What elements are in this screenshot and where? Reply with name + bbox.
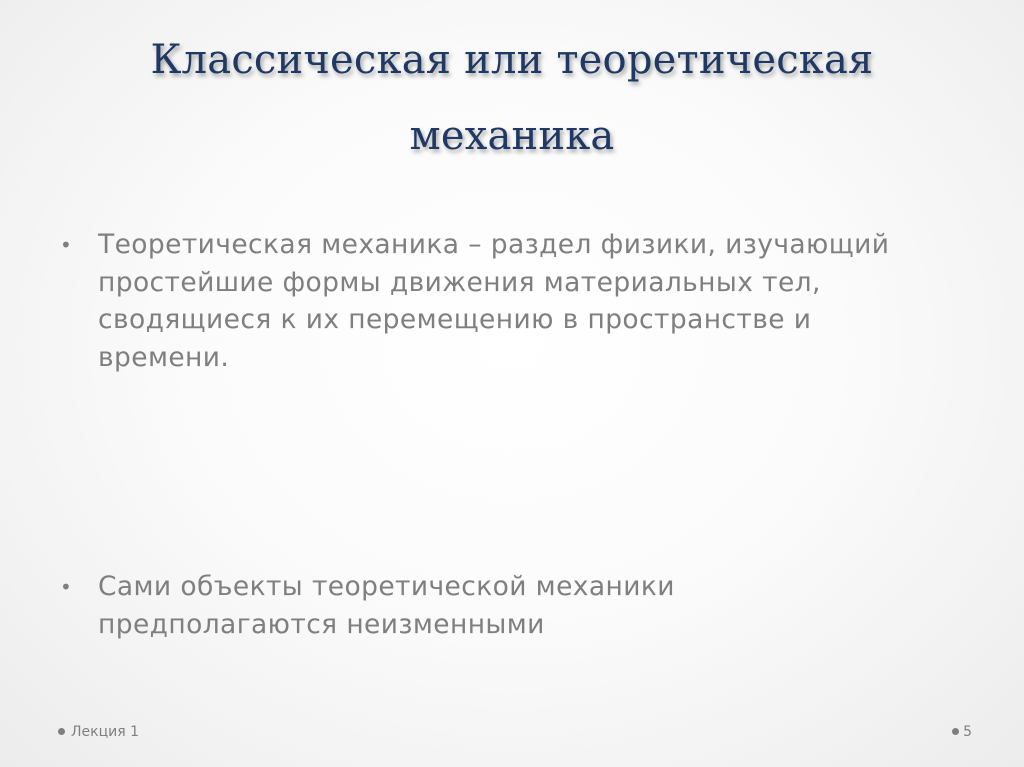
page-number: 5 [963,724,972,740]
footer-dot-icon [58,728,65,735]
slide-title-line-2: механика [409,113,615,159]
footer-lecture [58,722,139,742]
footer-dot-icon [952,728,959,735]
bullet-text: Сами объекты теоретической механики предполагаются неизменными [98,571,675,640]
slide-title-line-1: Классическая или теоретическая [150,37,874,83]
footer-page-number [952,722,972,742]
bullet-text: Теоретическая механика – раздел физики, изучающий простейшие формы движения материальных тел, сводящиеся к их перемещению в пространстве и времени. [98,229,890,373]
slide-title [60,22,964,174]
footer-lecture-label: Лекция 1 [71,724,140,740]
bullet-marker: • [60,233,72,257]
bullet-marker: • [60,575,72,599]
